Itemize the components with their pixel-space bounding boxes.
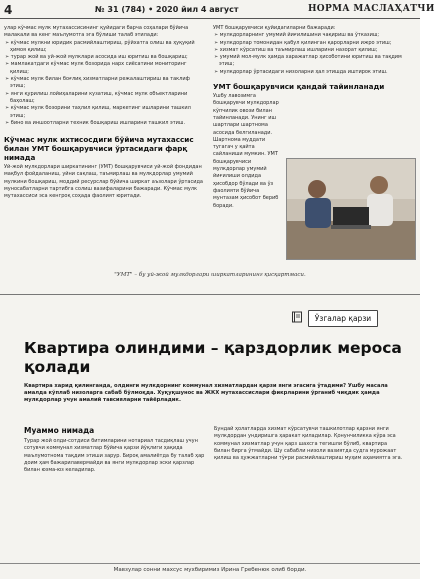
notebook-icon — [291, 311, 303, 323]
photo-caption: "УМТ" – бу уй-жой мулкдорлари ширкатларининг қисқартмаси. — [114, 272, 306, 278]
page-header — [0, 0, 435, 20]
left-bullet: ➢ кўчмас мулк бозорини таҳлил қилиш, маркетинг ишларини ташкил этиш; — [4, 105, 204, 120]
right-paragraph: Ушбу лавозимга бошқарувчи мулкдорлар кўпчилик овози билан тайинланади. Унинг иш шартлари шартнома асосида белгиланади. Шартнома муддати тугагач у қайта сайланиши мумкин. УМТ бошқарувчиси мулкдорлар умумий йиғилиши олдида ҳисобдор бўлади ва ўз фаолияти бўйича мунтазам ҳисобот бериб боради. — [213, 93, 279, 209]
left-intro: улар кўчмас мулк мутахассисининг қуйидаги барча соҳалари бўйича малакали ва кенг маълумотга эга бўлиши талаб этилади: — [4, 25, 189, 39]
left-bullet: ➢ кўчмас мулк билан боғлиқ хизматларни режалаштириш ва таклиф этиш; — [4, 76, 204, 91]
article-body-right: Бундай ҳолатларда хизмат кўрсатувчи ташкилотлар қарзни янги мулкдордан ундиришга ҳаракат қиладилар. Қонунчиликка кўра эса коммунал хизматлар учун қарз шахсга тегишли бўлиб, квартира билан бирга ўтмайди. Шу сабабли низоли вазиятда судга мурожаат қилиш ва ҳужжатларни тўғри расмийлаштириш муҳим аҳамиятга эга. — [214, 426, 403, 462]
left-column — [4, 25, 204, 201]
header-rule — [0, 18, 420, 19]
right-bullet: ➢ мулкдорларнинг умумий йиғилишини чақириш ва ўтказиш; — [213, 32, 413, 39]
left-bullet: ➢ турар жой ва уй-жой мулклари асосида иш юритиш ва бошқариш; — [4, 54, 204, 61]
right-intro: УМТ бошқарувчиси қуйидагиларни бажаради: — [213, 25, 336, 31]
right-bullet: ➢ мулкдорлар ўртасидаги низоларни ҳал этишда иштирок этиш. — [213, 69, 413, 76]
right-heading: УМТ бошқарувчиси қандай тайинланади — [213, 82, 385, 92]
left-bullet: ➢ мамлакатдаги кўчмас мулк бозорида нарх сиёсатини мониторинг қилиш; — [4, 61, 204, 76]
office-photo — [286, 158, 416, 260]
left-bullet: ➢ кўчмас мулкни юридик расмийлаштириш, рўйхатга олиш ва ҳуқуқий ҳимоя қилиш; — [4, 40, 204, 55]
left-heading: Кўчмас мулк ихтисосдиги бўйича мутахассис билан УМТ бошқарувчиси ўртасидаги фарқ нимада — [4, 135, 194, 163]
newspaper-title: НОРМА МАСЛАҲАТЧИ — [308, 4, 435, 14]
right-bullet: ➢ мулкдорлар томонидан қабул қилинган қарорларни ижро этиш; — [213, 40, 413, 47]
article-body-left: Турар жой олди-сотдиси битимларини нотариал тасдиқлаш учун сотувчи коммунал хизматлар бўйича қарзи йўқлиги ҳақида маълумотнома тақдим этиши зарур. Бироқ амалиётда бу талаб ҳар доим ҳам бажарилавермайди ва янги мулкдорлар эски қарзлар билан юзма-юз келадилар. — [24, 438, 205, 474]
article-title: Квартира олиндими – қарздорлик мероса қолади — [24, 339, 402, 376]
right-bullet: ➢ хизмат кўрсатиш ва таъмирлаш ишларини назорат қилиш; — [213, 47, 413, 54]
left-bullet: ➢ бино ва иншоотларни техник бошқариш ишларини ташкил этиш. — [4, 120, 204, 127]
left-paragraph: Уй-жой мулкдорлари ширкатининг (УМТ) бошқарувчиси уй-жой фондидан мақбул фойдаланиш, уйни сақлаш, таъмирлаш ва мулкдорлар умумий мулкини бошқариш, моддий ресурслар бўйича ширкат аъзолари ўртасида муносабатларни тартибга солиш вазифаларини бажаради. Кўчмас мулк мутахассиси эса кенгроқ соҳада фаолият юритади. — [4, 164, 203, 200]
section-label: Ўзгалар қарзи — [308, 310, 378, 327]
section-divider — [0, 294, 420, 295]
article-subhead: Муаммо нимада — [24, 426, 95, 435]
issue-info: № 31 (784) • 2020 йил 4 август — [95, 5, 239, 14]
page-number: 4 — [4, 3, 13, 17]
page-footer — [0, 563, 420, 580]
footer-credit: Мавзулар сонни махсус мухбиримиз Ирина Гребенюк олиб борди. — [113, 567, 307, 573]
article-lead: Квартира харид қилинганда, олдинги мулкдорнинг коммунал хизматлардан қарзи янги эгасига ўтадими? Ушбу масала амалда кўплаб низоларга сабаб бўлмоқда. Хуқуқшунос ва ЖКХ мутахассислари фикрларини ўрганиб чиқдик ҳамда мулкдорлар учун амалий тавсияларни тайёрладик. — [24, 383, 388, 404]
right-bullet: ➢ умумий мол-мулк ҳамда харажатлар ҳисоботини юритиш ва тақдим этиш; — [213, 54, 413, 69]
left-bullet: ➢ янги қурилиш лойиҳаларини кузатиш, кўчмас мулк объектларини баҳолаш; — [4, 91, 204, 106]
